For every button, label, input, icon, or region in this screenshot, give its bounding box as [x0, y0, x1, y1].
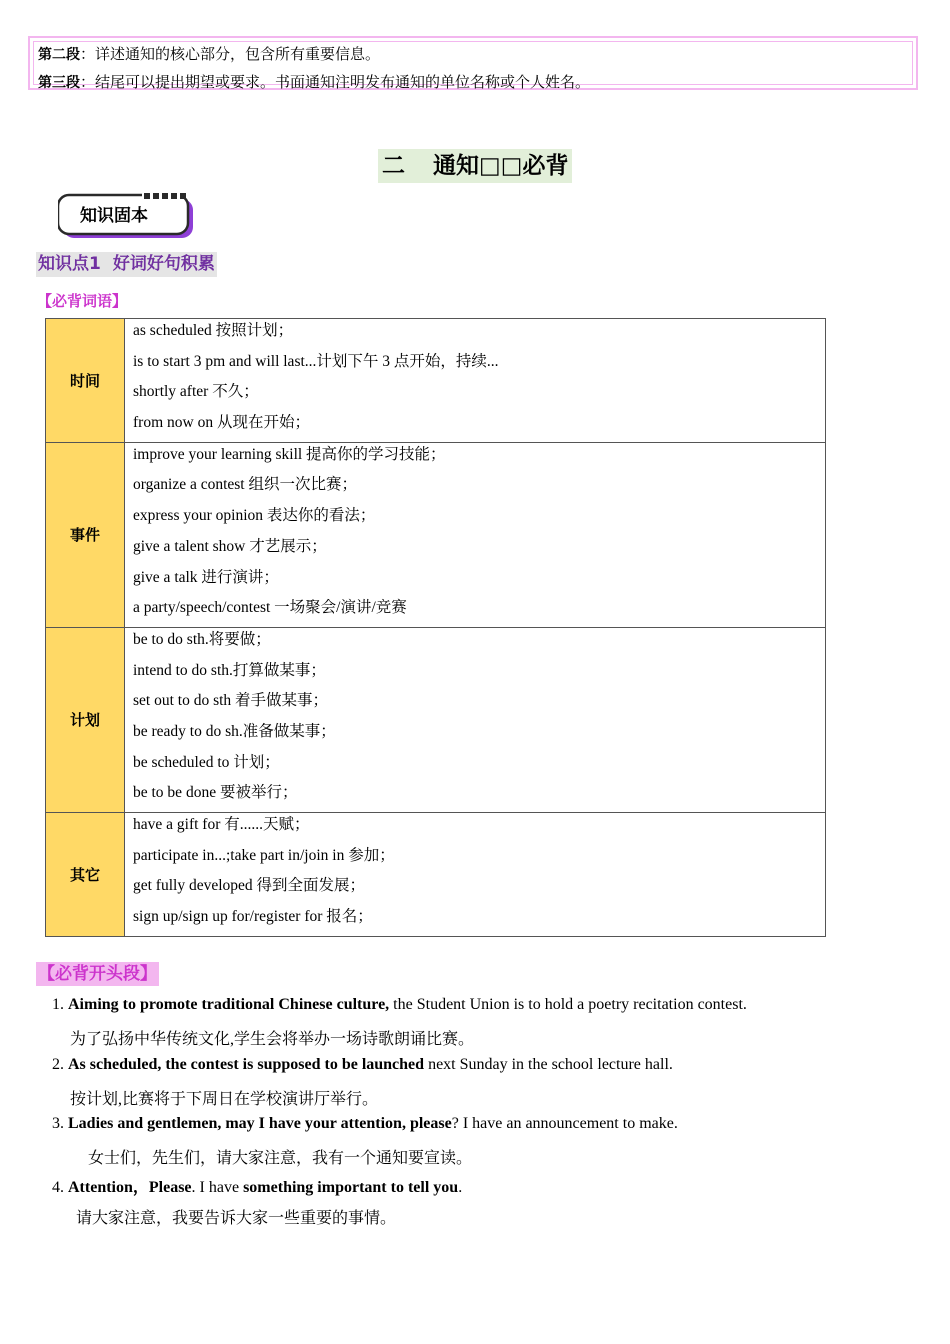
items-cell [125, 627, 826, 812]
vocab-heading: 【必背词语】 [37, 292, 128, 310]
list-item: a party/speech/contest 一场聚会/演讲/竞赛 [133, 599, 407, 617]
knowledge-badge [58, 193, 194, 239]
list-item: get fully developed 得到全面发展； [133, 877, 366, 895]
category-cell: 事件 [46, 442, 125, 627]
opening-translation-2: 按计划,比赛将于下周日在学校演讲厅举行。 [70, 1091, 379, 1108]
table-row [46, 813, 826, 937]
opening-sentence-1: 1. Aiming to promote traditional Chinese culture, the Student Union is to hold a poetry recitation contest. [52, 996, 747, 1013]
opening-translation-4: 请大家注意，我要告诉大家一些重要的事情。 [76, 1210, 397, 1227]
para2-line [38, 43, 380, 64]
knowledge-point-title: 好词好句积累 [112, 254, 215, 274]
notice-format-box [28, 36, 918, 90]
category-cell: 时间 [46, 319, 125, 443]
category-cell: 其它 [46, 813, 125, 937]
items-cell [125, 319, 826, 443]
para3-label: 第三段 [38, 75, 80, 91]
table-row [46, 442, 826, 627]
list-item: improve your learning skill 提高你的学习技能； [133, 445, 446, 463]
list-item: give a talk 进行演讲； [133, 568, 279, 586]
vocab-table [45, 318, 826, 937]
list-item: be scheduled to 计划； [133, 753, 280, 771]
list-item: be ready to do sh.准备做某事； [133, 722, 336, 740]
section-title [378, 149, 572, 183]
list-item: be to do sth.将要做； [133, 630, 271, 648]
list-item: from now on 从现在开始； [133, 414, 310, 432]
list-item: set out to do sth 着手做某事； [133, 692, 329, 710]
para3-line [38, 71, 590, 92]
list-item: is to start 3 pm and will last...计划下午 3 点开始，持续... [133, 352, 499, 370]
items-cell [125, 813, 826, 937]
list-item: shortly after 不久； [133, 383, 259, 401]
list-item: sign up/sign up for/register for 报名； [133, 908, 373, 926]
knowledge-point-label: 知识点1 [38, 254, 101, 274]
para3-text: ：结尾可以提出期望或要求。书面通知注明发布通知的单位名称或个人姓名。 [80, 75, 591, 91]
list-item: participate in...;take part in/join in 参加； [133, 846, 395, 864]
para2-label: 第二段 [38, 47, 80, 63]
section-number: 二 [382, 153, 405, 179]
badge-frame-icon [58, 193, 194, 239]
list-item: have a gift for 有......天赋； [133, 816, 310, 833]
list-item: express your opinion 表达你的看法； [133, 507, 376, 525]
category-cell: 计划 [46, 627, 125, 812]
badge-label: 知识固本 [80, 206, 148, 226]
list-item: as scheduled 按照计划； [133, 322, 294, 339]
opening-sentence-3: 3. Ladies and gentlemen, may I have your attention, please? I have an announcement to make. [52, 1115, 678, 1132]
table-row [46, 319, 826, 443]
opening-sentence-4: 4. Attention，Please. I have something important to tell you. [52, 1179, 463, 1196]
list-item: intend to do sth.打算做某事； [133, 661, 326, 679]
opening-translation-3: 女士们，先生们，请大家注意，我有一个通知要宣读。 [88, 1150, 473, 1167]
opening-translation-1: 为了弘扬中华传统文化,学生会将举办一场诗歌朗诵比赛。 [70, 1031, 475, 1048]
knowledge-point-heading [36, 252, 217, 277]
items-cell [125, 442, 826, 627]
list-item: be to be done 要被举行； [133, 784, 298, 802]
opening-sentence-2: 2. As scheduled, the contest is supposed to be launched next Sunday in the school lecture hall. [52, 1056, 673, 1073]
opening-heading: 【必背开头段】 [38, 964, 157, 984]
section-title-text: 通知□□必背 [433, 153, 569, 179]
list-item: give a talent show 才艺展示； [133, 537, 327, 555]
para2-text: ：详述通知的核心部分，包含所有重要信息。 [80, 47, 381, 63]
table-row [46, 627, 826, 812]
list-item: organize a contest 组织一次比赛； [133, 476, 357, 494]
